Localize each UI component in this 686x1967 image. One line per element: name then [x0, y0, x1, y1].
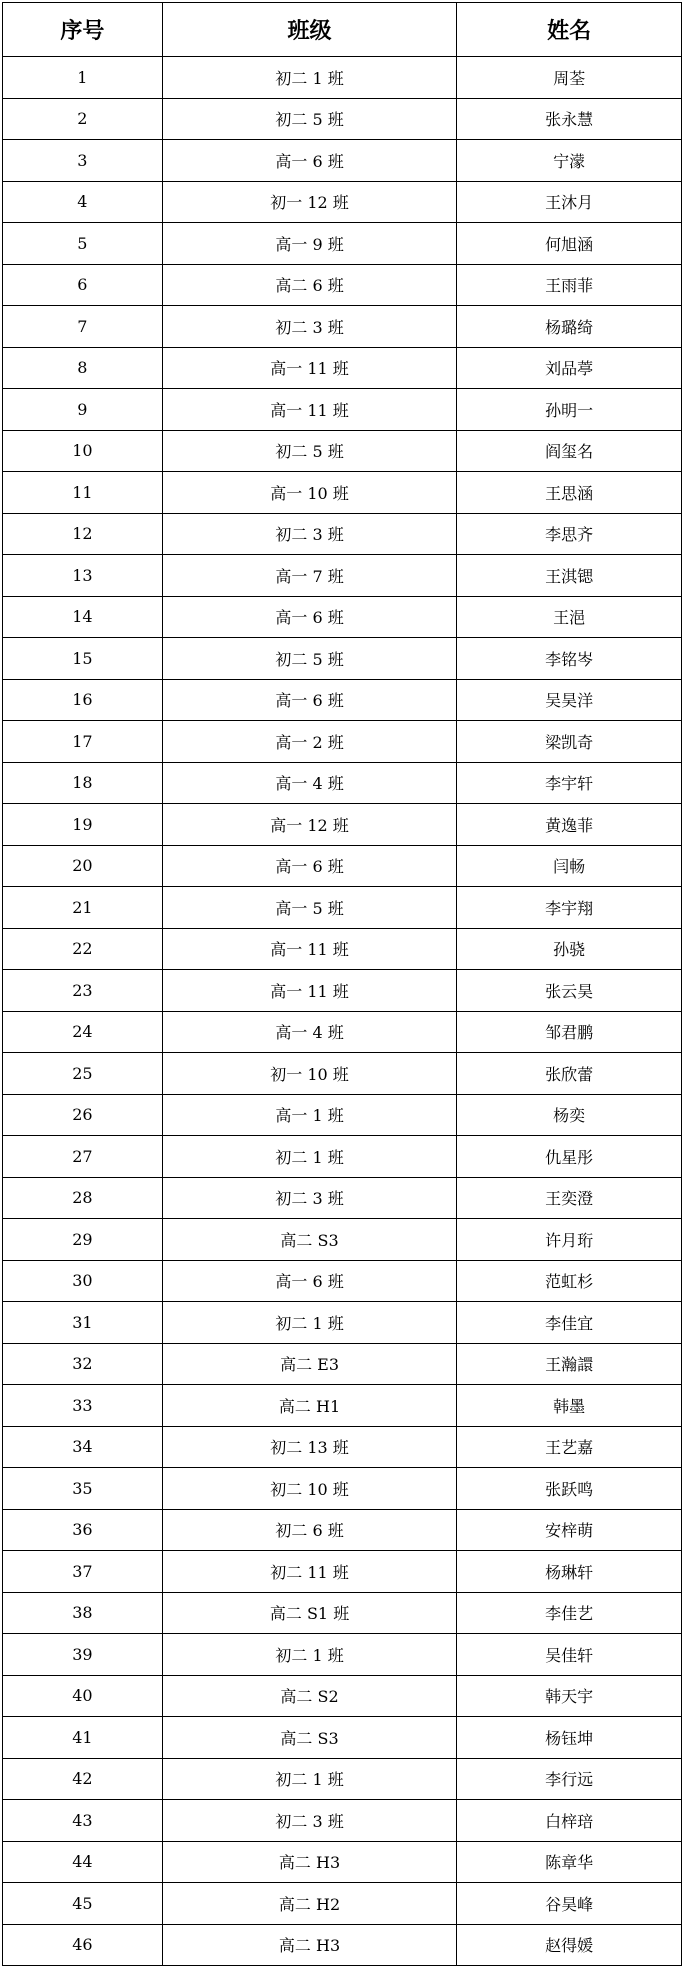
cell-class: 初二 1 班: [163, 1136, 458, 1177]
cell-index: 1: [3, 57, 163, 98]
cell-name: 张跃鸣: [457, 1468, 682, 1509]
header-class: 班级: [163, 3, 458, 56]
cell-index: 6: [3, 265, 163, 306]
cell-class: 初二 5 班: [163, 638, 458, 679]
cell-name: 阎玺名: [457, 431, 682, 472]
cell-index: 3: [3, 140, 163, 181]
cell-name: 赵得媛: [457, 1925, 682, 1966]
cell-name: 何旭涵: [457, 223, 682, 264]
table-row: [3, 431, 682, 473]
cell-index: 17: [3, 721, 163, 762]
cell-index: 44: [3, 1842, 163, 1883]
table-row: [3, 1385, 682, 1427]
cell-name: 白梓琣: [457, 1800, 682, 1841]
cell-name: 谷昊峰: [457, 1883, 682, 1924]
cell-class: 初二 10 班: [163, 1468, 458, 1509]
cell-name: 张欣蕾: [457, 1053, 682, 1094]
cell-index: 9: [3, 389, 163, 430]
table-row: [3, 804, 682, 846]
header-index: 序号: [3, 3, 163, 56]
cell-name: 韩墨: [457, 1385, 682, 1426]
cell-index: 22: [3, 929, 163, 970]
cell-name: 闫畅: [457, 846, 682, 887]
cell-class: 高二 H3: [163, 1925, 458, 1966]
cell-index: 20: [3, 846, 163, 887]
cell-name: 吴昊洋: [457, 680, 682, 721]
cell-class: 高二 S2: [163, 1676, 458, 1717]
table-row: [3, 1551, 682, 1593]
cell-name: 李佳艺: [457, 1593, 682, 1634]
cell-name: 王奕澄: [457, 1178, 682, 1219]
cell-class: 高二 E3: [163, 1344, 458, 1385]
cell-class: 高一 4 班: [163, 1012, 458, 1053]
cell-index: 46: [3, 1925, 163, 1966]
table-row: [3, 514, 682, 556]
cell-class: 高一 11 班: [163, 970, 458, 1011]
cell-class: 初二 6 班: [163, 1510, 458, 1551]
table-row: [3, 1634, 682, 1676]
cell-class: 高二 H2: [163, 1883, 458, 1924]
cell-index: 30: [3, 1261, 163, 1302]
cell-index: 18: [3, 763, 163, 804]
cell-index: 43: [3, 1800, 163, 1841]
table-row: [3, 721, 682, 763]
cell-name: 王淇锶: [457, 555, 682, 596]
table-row: [3, 1261, 682, 1303]
table-row: [3, 223, 682, 265]
cell-class: 高一 11 班: [163, 389, 458, 430]
cell-class: 初二 3 班: [163, 1800, 458, 1841]
cell-index: 16: [3, 680, 163, 721]
cell-index: 11: [3, 472, 163, 513]
cell-class: 高二 S3: [163, 1219, 458, 1260]
cell-class: 初二 1 班: [163, 1759, 458, 1800]
cell-index: 25: [3, 1053, 163, 1094]
cell-index: 2: [3, 99, 163, 140]
table-row: [3, 680, 682, 722]
table-row: [3, 57, 682, 99]
table-row: [3, 472, 682, 514]
cell-index: 35: [3, 1468, 163, 1509]
cell-name: 陈章华: [457, 1842, 682, 1883]
cell-name: 黄逸菲: [457, 804, 682, 845]
cell-name: 李宇轩: [457, 763, 682, 804]
cell-index: 45: [3, 1883, 163, 1924]
table-row: [3, 1136, 682, 1178]
cell-name: 李宇翔: [457, 887, 682, 928]
cell-class: 初一 10 班: [163, 1053, 458, 1094]
cell-class: 高一 9 班: [163, 223, 458, 264]
table-row: [3, 265, 682, 307]
cell-index: 36: [3, 1510, 163, 1551]
table-row: [3, 1759, 682, 1801]
cell-index: 4: [3, 182, 163, 223]
cell-index: 7: [3, 306, 163, 347]
cell-name: 张永慧: [457, 99, 682, 140]
cell-class: 初二 1 班: [163, 1302, 458, 1343]
cell-name: 安梓萌: [457, 1510, 682, 1551]
cell-name: 孙明一: [457, 389, 682, 430]
table-row: [3, 1219, 682, 1261]
cell-index: 40: [3, 1676, 163, 1717]
table-row: [3, 140, 682, 182]
cell-class: 高一 4 班: [163, 763, 458, 804]
cell-name: 许月珩: [457, 1219, 682, 1260]
cell-index: 34: [3, 1427, 163, 1468]
cell-class: 高一 6 班: [163, 1261, 458, 1302]
table-row: [3, 389, 682, 431]
table-row: [3, 1344, 682, 1386]
cell-index: 29: [3, 1219, 163, 1260]
table-row: [3, 763, 682, 805]
cell-class: 初二 3 班: [163, 1178, 458, 1219]
table-row: [3, 306, 682, 348]
cell-class: 高一 7 班: [163, 555, 458, 596]
table-row: [3, 1842, 682, 1884]
cell-class: 初一 12 班: [163, 182, 458, 223]
cell-name: 梁凯奇: [457, 721, 682, 762]
table-header-row: [3, 3, 682, 57]
table-row: [3, 1883, 682, 1925]
cell-index: 24: [3, 1012, 163, 1053]
table-row: [3, 99, 682, 141]
cell-name: 李行远: [457, 1759, 682, 1800]
table-row: [3, 1178, 682, 1220]
cell-name: 王思涵: [457, 472, 682, 513]
cell-index: 38: [3, 1593, 163, 1634]
cell-class: 高二 H1: [163, 1385, 458, 1426]
cell-class: 初二 13 班: [163, 1427, 458, 1468]
cell-name: 王浥: [457, 597, 682, 638]
table-row: [3, 1095, 682, 1137]
cell-index: 8: [3, 348, 163, 389]
cell-class: 高一 5 班: [163, 887, 458, 928]
cell-class: 高一 6 班: [163, 680, 458, 721]
cell-name: 杨琳轩: [457, 1551, 682, 1592]
cell-name: 范虹杉: [457, 1261, 682, 1302]
table-row: [3, 1302, 682, 1344]
table-row: [3, 182, 682, 224]
table-row: [3, 1427, 682, 1469]
cell-index: 41: [3, 1717, 163, 1758]
cell-index: 12: [3, 514, 163, 555]
cell-name: 宁濛: [457, 140, 682, 181]
cell-index: 31: [3, 1302, 163, 1343]
cell-class: 高一 1 班: [163, 1095, 458, 1136]
cell-name: 李思齐: [457, 514, 682, 555]
cell-index: 5: [3, 223, 163, 264]
table-row: [3, 1800, 682, 1842]
table-row: [3, 1053, 682, 1095]
table-body: [3, 57, 682, 1966]
cell-index: 23: [3, 970, 163, 1011]
table-row: [3, 887, 682, 929]
cell-name: 杨璐绮: [457, 306, 682, 347]
cell-class: 初二 3 班: [163, 306, 458, 347]
cell-name: 仇星彤: [457, 1136, 682, 1177]
cell-name: 韩天宇: [457, 1676, 682, 1717]
cell-class: 高一 2 班: [163, 721, 458, 762]
table-row: [3, 929, 682, 971]
table-row: [3, 1593, 682, 1635]
cell-name: 李铭岑: [457, 638, 682, 679]
table-row: [3, 846, 682, 888]
cell-name: 吴佳轩: [457, 1634, 682, 1675]
cell-class: 高二 6 班: [163, 265, 458, 306]
cell-index: 28: [3, 1178, 163, 1219]
cell-name: 张云昊: [457, 970, 682, 1011]
cell-index: 19: [3, 804, 163, 845]
cell-name: 孙骁: [457, 929, 682, 970]
table-row: [3, 348, 682, 390]
cell-name: 周荃: [457, 57, 682, 98]
table-row: [3, 970, 682, 1012]
cell-class: 初二 11 班: [163, 1551, 458, 1592]
cell-class: 高二 H3: [163, 1842, 458, 1883]
cell-class: 初二 1 班: [163, 57, 458, 98]
table-row: [3, 555, 682, 597]
cell-index: 13: [3, 555, 163, 596]
cell-name: 王沐月: [457, 182, 682, 223]
cell-name: 王雨菲: [457, 265, 682, 306]
table-row: [3, 1510, 682, 1552]
table-row: [3, 1468, 682, 1510]
table-row: [3, 1676, 682, 1718]
cell-class: 高一 6 班: [163, 846, 458, 887]
table-row: [3, 1012, 682, 1054]
cell-name: 杨钰坤: [457, 1717, 682, 1758]
cell-class: 高二 S1 班: [163, 1593, 458, 1634]
cell-class: 高一 11 班: [163, 348, 458, 389]
cell-name: 王瀚譞: [457, 1344, 682, 1385]
cell-name: 杨奕: [457, 1095, 682, 1136]
cell-index: 21: [3, 887, 163, 928]
table-row: [3, 1717, 682, 1759]
cell-index: 37: [3, 1551, 163, 1592]
cell-class: 高二 S3: [163, 1717, 458, 1758]
cell-name: 邹君鹏: [457, 1012, 682, 1053]
cell-class: 高一 6 班: [163, 597, 458, 638]
cell-class: 高一 6 班: [163, 140, 458, 181]
cell-index: 26: [3, 1095, 163, 1136]
cell-class: 高一 11 班: [163, 929, 458, 970]
cell-class: 初二 5 班: [163, 431, 458, 472]
table-row: [3, 638, 682, 680]
student-table: [2, 2, 682, 1966]
cell-class: 初二 1 班: [163, 1634, 458, 1675]
cell-index: 27: [3, 1136, 163, 1177]
cell-index: 33: [3, 1385, 163, 1426]
table-row: [3, 1925, 682, 1967]
header-name: 姓名: [457, 3, 682, 56]
cell-name: 王艺嘉: [457, 1427, 682, 1468]
table-row: [3, 597, 682, 639]
cell-index: 10: [3, 431, 163, 472]
cell-class: 初二 3 班: [163, 514, 458, 555]
cell-class: 初二 5 班: [163, 99, 458, 140]
cell-index: 42: [3, 1759, 163, 1800]
cell-name: 李佳宜: [457, 1302, 682, 1343]
cell-index: 39: [3, 1634, 163, 1675]
cell-class: 高一 12 班: [163, 804, 458, 845]
cell-index: 15: [3, 638, 163, 679]
cell-index: 32: [3, 1344, 163, 1385]
cell-name: 刘品葶: [457, 348, 682, 389]
cell-class: 高一 10 班: [163, 472, 458, 513]
cell-index: 14: [3, 597, 163, 638]
